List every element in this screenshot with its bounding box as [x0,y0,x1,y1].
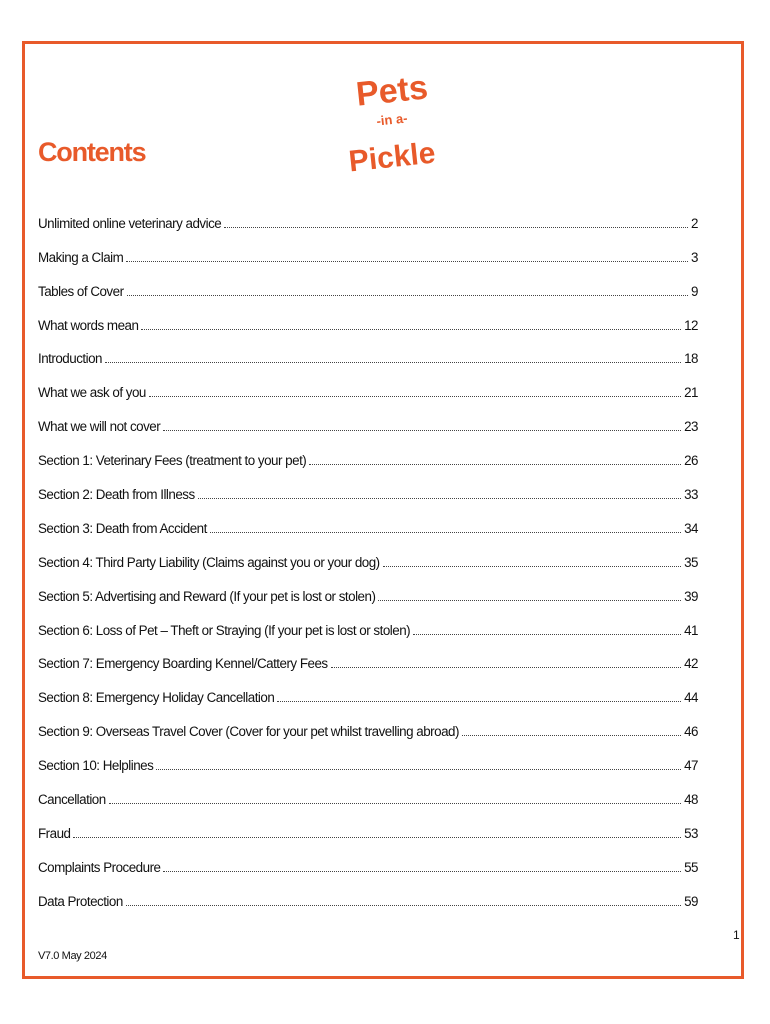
version-label: V7.0 May 2024 [38,950,107,962]
toc-entry-label: Making a Claim [38,249,124,265]
toc-leader-dots [331,666,681,668]
toc-entry[interactable] [38,231,698,265]
toc-leader-dots [156,768,681,770]
toc-entry-label: Complaints Procedure [38,859,161,875]
toc-leader-dots [378,599,681,601]
toc-entry[interactable] [38,604,698,638]
toc-entry[interactable] [38,333,698,367]
toc-entry-page: 48 [684,792,698,808]
toc-entry-page: 47 [684,758,698,774]
toc-entry-page: 2 [691,215,698,231]
svg-text:Pickle: Pickle [347,136,437,179]
toc-entry-label: What words mean [38,317,139,333]
toc-leader-dots [277,700,681,702]
toc-entry[interactable] [38,841,698,875]
toc-entry-label: Section 8: Emergency Holiday Cancellation [38,690,275,706]
toc-entry-page: 39 [684,588,698,604]
toc-entry[interactable] [38,671,698,705]
toc-entry-label: Section 10: Helplines [38,758,154,774]
toc-entry-page: 42 [684,656,698,672]
toc-entry-label: Section 6: Loss of Pet – Theft or Straying (If your pet is lost or stolen) [38,622,411,638]
toc-leader-dots [149,395,681,397]
svg-text:-in a-: -in a- [375,110,409,129]
toc-entry[interactable] [38,502,698,536]
toc-entry-page: 26 [684,453,698,469]
toc-entry[interactable] [38,773,698,807]
toc-leader-dots [462,734,681,736]
toc-entry-page: 12 [684,317,698,333]
toc-entry[interactable] [38,366,698,400]
toc-leader-dots [105,361,681,363]
toc-entry[interactable] [38,705,698,739]
toc-entry-page: 44 [684,690,698,706]
toc-entry-page: 33 [684,487,698,503]
toc-leader-dots [73,836,681,838]
toc-entry[interactable] [38,265,698,299]
toc-entry-label: Fraud [38,825,71,841]
toc-leader-dots [126,904,681,906]
toc-leader-dots [198,497,681,499]
toc-entry[interactable] [38,638,698,672]
toc-entry-page: 3 [691,249,698,265]
toc-entry-label: Tables of Cover [38,283,124,299]
toc-leader-dots [309,463,681,465]
table-of-contents [38,197,698,909]
toc-entry[interactable] [38,739,698,773]
toc-entry[interactable] [38,299,698,333]
toc-entry-label: Section 3: Death from Accident [38,520,207,536]
toc-entry-label: Section 5: Advertising and Reward (If your pet is lost or stolen) [38,588,376,604]
toc-entry[interactable] [38,536,698,570]
toc-entry-page: 41 [684,622,698,638]
toc-entry-label: Section 2: Death from Illness [38,487,195,503]
toc-entry-label: Unlimited online veterinary advice [38,215,222,231]
toc-entry[interactable] [38,197,698,231]
toc-leader-dots [127,294,689,296]
toc-entry-label: Cancellation [38,792,106,808]
toc-entry-page: 21 [684,385,698,401]
toc-entry-label: Data Protection [38,893,123,909]
pets-in-a-pickle-logo [347,62,437,184]
toc-leader-dots [224,226,688,228]
toc-entry-page: 55 [684,859,698,875]
toc-leader-dots [383,565,681,567]
toc-leader-dots [163,429,681,431]
toc-entry-page: 46 [684,724,698,740]
toc-entry-label: Section 4: Third Party Liability (Claims against you or your dog) [38,554,380,570]
toc-entry-label: What we will not cover [38,419,161,435]
page-title: Contents [38,137,146,167]
toc-leader-dots [141,328,681,330]
toc-entry-page: 34 [684,520,698,536]
svg-text:Pets: Pets [354,68,430,114]
toc-entry-page: 35 [684,554,698,570]
toc-entry-page: 23 [684,419,698,435]
toc-leader-dots [210,531,681,533]
toc-leader-dots [126,260,688,262]
toc-entry[interactable] [38,875,698,909]
toc-entry-label: What we ask of you [38,385,146,401]
page-number: 1 [733,928,740,942]
toc-leader-dots [163,870,681,872]
toc-entry[interactable] [38,468,698,502]
toc-entry-page: 18 [684,351,698,367]
toc-entry[interactable] [38,434,698,468]
toc-leader-dots [109,802,681,804]
toc-entry-label: Introduction [38,351,102,367]
toc-entry-page: 9 [691,283,698,299]
toc-entry-page: 59 [684,893,698,909]
toc-entry[interactable] [38,400,698,434]
toc-leader-dots [413,633,681,635]
toc-entry[interactable] [38,570,698,604]
toc-entry-label: Section 7: Emergency Boarding Kennel/Cattery Fees [38,656,328,672]
toc-entry-label: Section 9: Overseas Travel Cover (Cover for your pet whilst travelling abroad) [38,724,459,740]
toc-entry-label: Section 1: Veterinary Fees (treatment to your pet) [38,453,307,469]
toc-entry[interactable] [38,807,698,841]
toc-entry-page: 53 [684,825,698,841]
